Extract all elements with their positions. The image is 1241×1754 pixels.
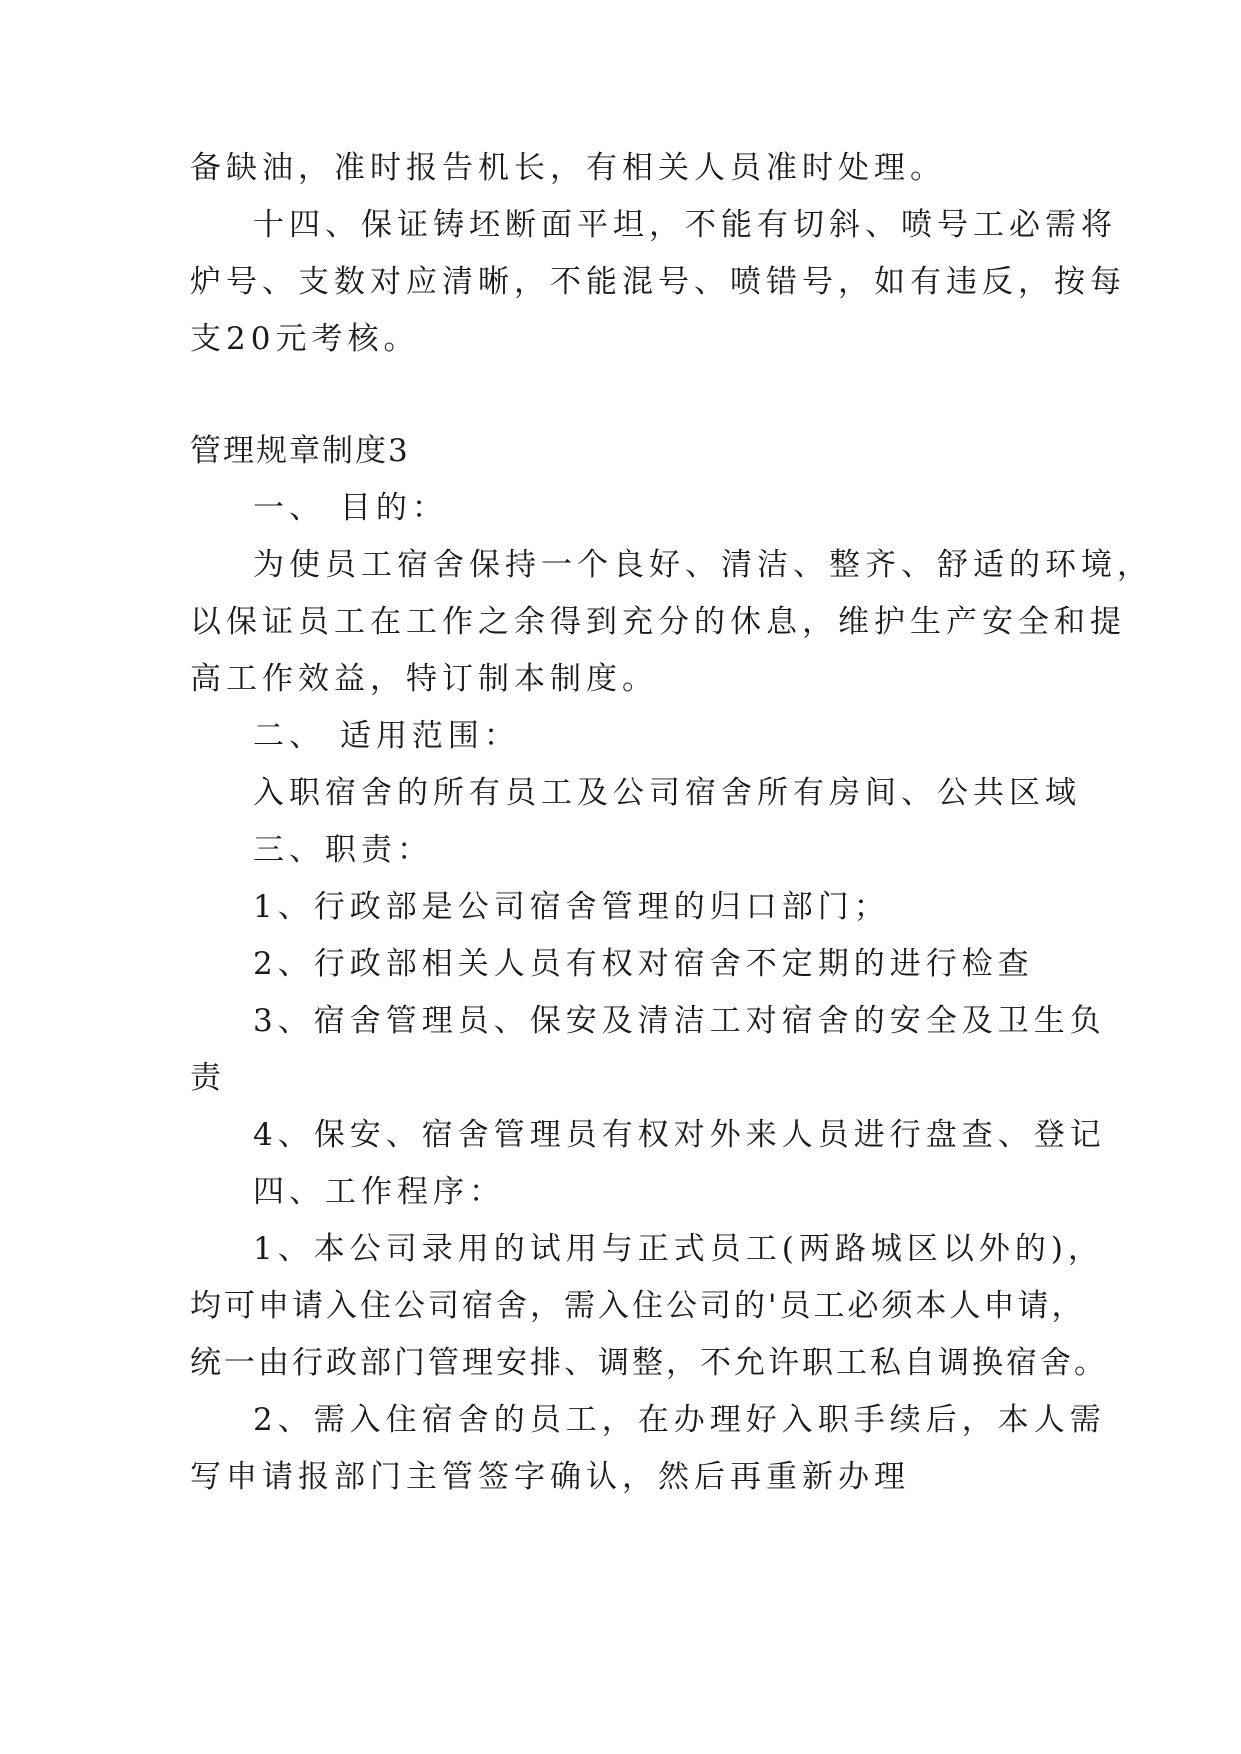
purpose-line-3: 高工作效益，特订制本制度。 [190,661,658,697]
duty-item-4: 4、保安、宿舍管理员有权对外来人员进行盘查、登记 [253,1117,1106,1153]
procedure-item-2-line-1: 2、需入住宿舍的员工，在办理好入职手续后，本人需 [253,1402,1106,1438]
duty-item-1: 1、行政部是公司宿舍管理的归口部门； [253,889,890,925]
clause-14-line-1: 十四、保证铸坯断面平坦，不能有切斜、喷号工必需将 [253,207,1117,243]
purpose-line-2: 以保证员工在工作之余得到充分的休息，维护生产安全和提 [190,604,1126,640]
paragraph-line: 备缺油，准时报告机长，有相关人员准时处理。 [190,150,946,186]
procedure-item-2-line-2: 写申请报部门主管签字确认，然后再重新办理 [190,1459,910,1495]
subheading-scope: 二、 适用范围： [253,718,520,754]
subheading-duties: 三、职责： [253,832,433,868]
duty-item-3-line-1: 3、宿舍管理员、保安及清洁工对宿舍的安全及卫生负 [253,1003,1106,1039]
purpose-line-1: 为使员工宿舍保持一个良好、清洁、整齐、舒适的环境， [253,547,1153,583]
duty-item-2: 2、行政部相关人员有权对宿舍不定期的进行检查 [253,946,1034,982]
subheading-procedure: 四、工作程序： [253,1174,505,1210]
clause-14-line-3: 支20元考核。 [190,321,420,357]
section-heading: 管理规章制度3 [190,433,410,469]
duty-item-3-line-2: 责 [190,1060,226,1096]
subheading-purpose: 一、 目的： [253,490,448,526]
procedure-item-1-line-1: 1、本公司录用的试用与正式员工(两路城区以外的)， [253,1231,1104,1267]
procedure-item-1-line-3: 统一由行政部门管理安排、调整，不允许职工私自调换宿舍。 [190,1345,1108,1381]
scope-line: 入职宿舍的所有员工及公司宿舍所有房间、公共区域 [253,775,1081,811]
clause-14-line-2: 炉号、支数对应清晰，不能混号、喷错号，如有违反，按每 [190,264,1126,300]
procedure-item-1-line-2: 均可申请入住公司宿舍，需入住公司的'员工必须本人申请， [190,1288,1086,1324]
